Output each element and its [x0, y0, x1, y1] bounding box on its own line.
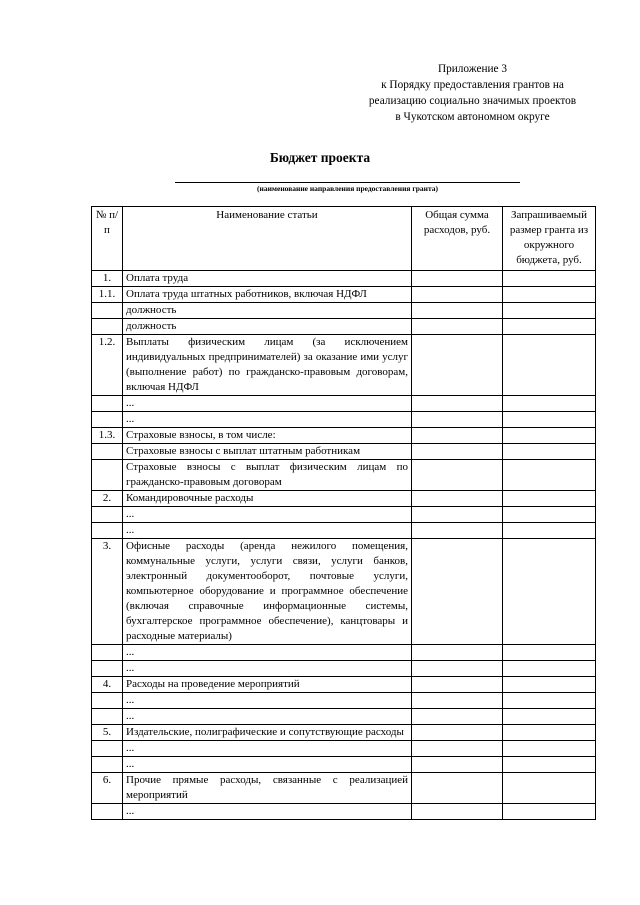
table-row [92, 460, 596, 491]
table-row [92, 523, 596, 539]
row-name: Издательские, полиграфические и сопутствующие расходы [123, 725, 412, 741]
appendix-line: к Порядку предоставления грантов на [381, 79, 564, 91]
row-grant-cell [503, 319, 596, 335]
row-name: ... [123, 804, 412, 820]
table-row [92, 773, 596, 804]
row-total-cell [412, 319, 503, 335]
row-total-cell [412, 303, 503, 319]
row-name: Выплаты физическим лицам (за исключением индивидуальных предпринимателей) за оказание ими услуг (выполнение работ) по гражданско-правовым договорам, включая НДФЛ [123, 335, 412, 396]
table-row [92, 757, 596, 773]
row-total-cell [412, 693, 503, 709]
row-number [92, 396, 123, 412]
row-name: ... [123, 645, 412, 661]
row-number [92, 661, 123, 677]
row-name: Командировочные расходы [123, 491, 412, 507]
row-number [92, 303, 123, 319]
row-number: 1.1. [92, 287, 123, 303]
row-name: ... [123, 757, 412, 773]
row-total-cell [412, 757, 503, 773]
row-total-cell [412, 523, 503, 539]
row-number: 1. [92, 271, 123, 287]
row-total-cell [412, 804, 503, 820]
row-name: Оплата труда [123, 271, 412, 287]
row-total-cell [412, 645, 503, 661]
direction-fill-line [175, 182, 520, 183]
row-grant-cell [503, 271, 596, 287]
row-name: Страховые взносы с выплат физическим лицам по гражданско-правовым договорам [123, 460, 412, 491]
row-total-cell [412, 460, 503, 491]
row-name: должность [123, 303, 412, 319]
table-row [92, 645, 596, 661]
row-name: должность [123, 319, 412, 335]
row-grant-cell [503, 287, 596, 303]
row-name: Страховые взносы, в том числе: [123, 428, 412, 444]
row-number [92, 507, 123, 523]
row-total-cell [412, 507, 503, 523]
row-total-cell [412, 677, 503, 693]
appendix-header [340, 61, 605, 125]
table-row [92, 725, 596, 741]
row-grant-cell [503, 428, 596, 444]
row-grant-cell [503, 460, 596, 491]
row-number: 3. [92, 539, 123, 645]
row-name: ... [123, 709, 412, 725]
row-name: Оплата труда штатных работников, включая НДФЛ [123, 287, 412, 303]
row-number: 5. [92, 725, 123, 741]
row-number [92, 645, 123, 661]
table-row [92, 412, 596, 428]
row-grant-cell [503, 804, 596, 820]
row-total-cell [412, 773, 503, 804]
row-number: 6. [92, 773, 123, 804]
row-name: ... [123, 412, 412, 428]
row-total-cell [412, 271, 503, 287]
row-number [92, 757, 123, 773]
row-total-cell [412, 335, 503, 396]
row-number: 1.3. [92, 428, 123, 444]
table-row [92, 693, 596, 709]
row-number [92, 444, 123, 460]
direction-caption: (наименование направления предоставления гранта) [257, 184, 438, 193]
row-total-cell [412, 539, 503, 645]
row-name: ... [123, 396, 412, 412]
row-name: Прочие прямые расходы, связанные с реализацией мероприятий [123, 773, 412, 804]
header-grant: Запрашиваемый размер гранта из окружного бюджета, руб. [503, 207, 596, 271]
row-name: Расходы на проведение мероприятий [123, 677, 412, 693]
row-name: ... [123, 661, 412, 677]
row-grant-cell [503, 709, 596, 725]
table-row [92, 539, 596, 645]
row-grant-cell [503, 757, 596, 773]
header-total: Общая сумма расходов, руб. [412, 207, 503, 271]
page-title: Бюджет проекта [269, 150, 371, 165]
row-name: Офисные расходы (аренда нежилого помещения, коммунальные услуги, услуги связи, услуги банков, электронный документооборот, почтовые услуги, компьютерное оборудование и программное обеспечение (включая справочные информационные системы, бухгалтерское программное обеспечение), канцтовары и расходные материалы) [123, 539, 412, 645]
row-total-cell [412, 287, 503, 303]
budget-table [91, 206, 596, 820]
table-row [92, 287, 596, 303]
table-header-row [92, 207, 596, 271]
row-name: ... [123, 741, 412, 757]
row-grant-cell [503, 645, 596, 661]
table-row [92, 271, 596, 287]
header-name: Наименование статьи [123, 207, 412, 271]
row-name: Страховые взносы с выплат штатным работникам [123, 444, 412, 460]
row-total-cell [412, 428, 503, 444]
row-number: 4. [92, 677, 123, 693]
row-grant-cell [503, 335, 596, 396]
row-grant-cell [503, 523, 596, 539]
row-total-cell [412, 444, 503, 460]
row-total-cell [412, 725, 503, 741]
row-grant-cell [503, 491, 596, 507]
row-number [92, 741, 123, 757]
row-name: ... [123, 693, 412, 709]
appendix-line: реализацию социально значимых проектов [368, 95, 577, 107]
row-grant-cell [503, 444, 596, 460]
table-row [92, 319, 596, 335]
table-row [92, 661, 596, 677]
appendix-line: Приложение 3 [437, 63, 508, 75]
table-row [92, 491, 596, 507]
row-name: ... [123, 507, 412, 523]
table-row [92, 507, 596, 523]
row-grant-cell [503, 507, 596, 523]
table-row [92, 444, 596, 460]
row-grant-cell [503, 661, 596, 677]
row-number [92, 523, 123, 539]
table-row [92, 428, 596, 444]
row-name: ... [123, 523, 412, 539]
row-number [92, 319, 123, 335]
row-grant-cell [503, 693, 596, 709]
row-number [92, 412, 123, 428]
table-row [92, 677, 596, 693]
table-row [92, 804, 596, 820]
table-row [92, 741, 596, 757]
row-number [92, 693, 123, 709]
table-row [92, 335, 596, 396]
row-number: 2. [92, 491, 123, 507]
row-grant-cell [503, 725, 596, 741]
row-grant-cell [503, 741, 596, 757]
row-total-cell [412, 741, 503, 757]
row-number [92, 804, 123, 820]
row-number [92, 460, 123, 491]
row-grant-cell [503, 677, 596, 693]
row-total-cell [412, 709, 503, 725]
row-total-cell [412, 396, 503, 412]
row-grant-cell [503, 396, 596, 412]
row-total-cell [412, 412, 503, 428]
appendix-line: в Чукотском автономном округе [395, 111, 550, 123]
row-number [92, 709, 123, 725]
row-total-cell [412, 661, 503, 677]
row-grant-cell [503, 539, 596, 645]
table-row [92, 303, 596, 319]
row-grant-cell [503, 303, 596, 319]
row-grant-cell [503, 773, 596, 804]
table-row [92, 709, 596, 725]
header-number: № п/п [92, 207, 123, 271]
row-total-cell [412, 491, 503, 507]
table-row [92, 396, 596, 412]
row-number: 1.2. [92, 335, 123, 396]
row-grant-cell [503, 412, 596, 428]
